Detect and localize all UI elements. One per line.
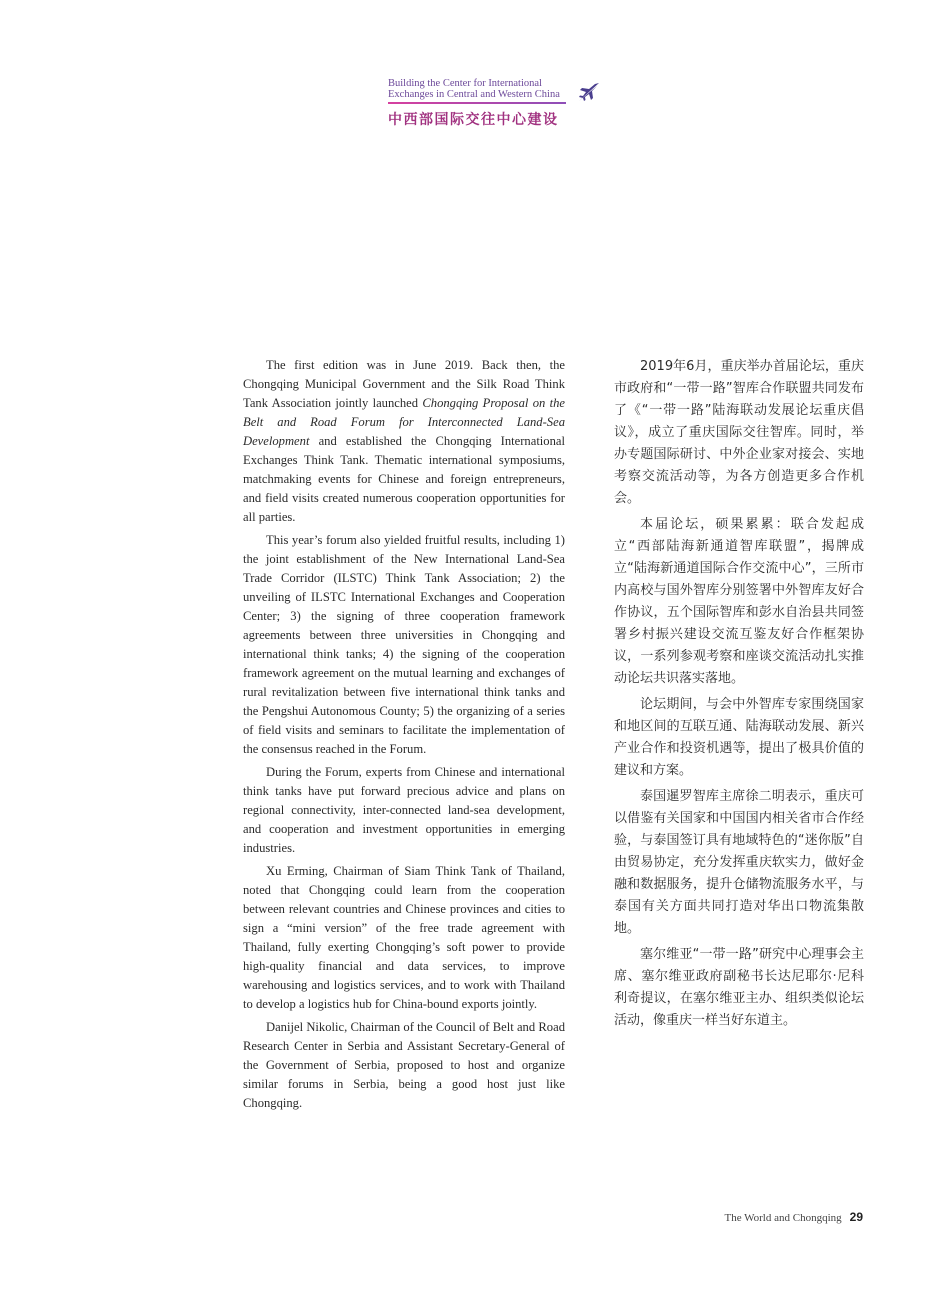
page-number: 29 (849, 1210, 863, 1224)
chinese-paragraph-4: 泰国暹罗智库主席徐二明表示，重庆可以借鉴有关国家和中国国内相关省市合作经验，与泰国签订具有地域特色的“迷你版”自由贸易协定，充分发挥重庆软实力，做好金融和数据服务，提升仓储物流服务水平，与泰国有关方面共同打造对华出口物流集散地。 (614, 789, 864, 936)
proposal-title: Chongqing Proposal on the Belt and Road Forum for Interconnected Land-Sea Development (243, 396, 565, 448)
chinese-paragraph-1: 2019年6月，重庆举办首届论坛，重庆市政府和“一带一路”智库合作联盟共同发布了《“一带一路”陆海联动发展论坛重庆倡议》，成立了重庆国际交往智库。同时，举办专题国际研讨、中外企业家对接会、实地考察交流活动等，为各方创造更多合作机会。 (614, 359, 864, 506)
airplane-icon (578, 82, 600, 102)
english-paragraph-1-text-a: The first edition was in June 2019. Back then, the Chongqing Municipal Government and the Silk Road Think Tank Association jointly launched (243, 358, 565, 410)
english-paragraph-1-text-c: and established the Chongqing International Exchanges Think Tank. Thematic international symposiums, matchmaking events for Chinese and foreign entrepreneurs, and field visits created numerous cooperation opportunities for all parties. (243, 434, 565, 524)
chinese-paragraph-2: 本届论坛，硕果累累：联合发起成立“西部陆海新通道智库联盟”，揭牌成立“陆海新通道国际合作交流中心”，三所市内高校与国外智库分别签署中外智库友好合作协议，五个国际智库和彭水自治县共同签署乡村振兴建设交流互鉴友好合作框架协议，一系列参观考察和座谈交流活动扎实推动论坛共识落实落地。 (614, 517, 864, 686)
english-paragraph-3: During the Forum, experts from Chinese and international think tanks have put forward precious advice and plans on regional connectivity, inter-connected land-sea development, and cooperation and investment opportunities in emerging industries. (243, 765, 565, 855)
chinese-column (614, 356, 864, 1036)
chinese-paragraph-5: 塞尔维亚“一带一路”研究中心理事会主席、塞尔维亚政府副秘书长达尼耶尔·尼科利奇提议，在塞尔维亚主办、组织类似论坛活动，像重庆一样当好东道主。 (614, 947, 864, 1028)
english-paragraph-2: This year’s forum also yielded fruitful results, including 1) the joint establishment of the New International Land-Sea Trade Corridor (ILSTC) Think Tank Association; 2) the unveiling of ILSTC International Exchanges and Cooperation Center; 3) the signing of three cooperation framework agreements between three universities in Chongqing and international think tanks; 4) the signing of the cooperation framework agreement on the mutual learning and exchanges of rural revitalization between five international think tanks and the Pengshui Autonomous County; 5) the organizing of a series of field visits and seminars to facilitate the implementation of the consensus reached in the Forum. (243, 533, 565, 756)
english-paragraph-1 (243, 356, 565, 527)
header-english-line-2: Exchanges in Central and Western China (388, 89, 560, 100)
page-footer (724, 1210, 863, 1224)
english-paragraph-5: Danijel Nikolic, Chairman of the Council of Belt and Road Research Center in Serbia and Assistant Secretary-General of the Government of Serbia, proposed to host and organize similar forums in Serbia, being a good host just like Chongqing. (243, 1020, 565, 1110)
english-paragraph-4: Xu Erming, Chairman of Siam Think Tank of Thailand, noted that Chongqing could learn from the cooperation between relevant countries and Chinese provinces and cities to sign a “mini version” of the free trade agreement with Thailand, fully exerting Chongqing’s soft power to provide high-quality financial and data services, to improve warehousing and logistics services, and to work with Thailand to develop a logistics hub for China-bound exports jointly. (243, 864, 565, 1011)
publication-name: The World and Chongqing (724, 1212, 842, 1224)
header-english-line-1: Building the Center for International (388, 78, 542, 89)
english-column (243, 356, 565, 1117)
chinese-paragraph-3: 论坛期间，与会中外智库专家围绕国家和地区间的互联互通、陆海联动发展、新兴产业合作和投资机遇等，提出了极具价值的建议和方案。 (614, 697, 864, 778)
header-gradient-rule (388, 102, 566, 104)
header-chinese-title: 中西部国际交往中心建设 (388, 111, 559, 128)
